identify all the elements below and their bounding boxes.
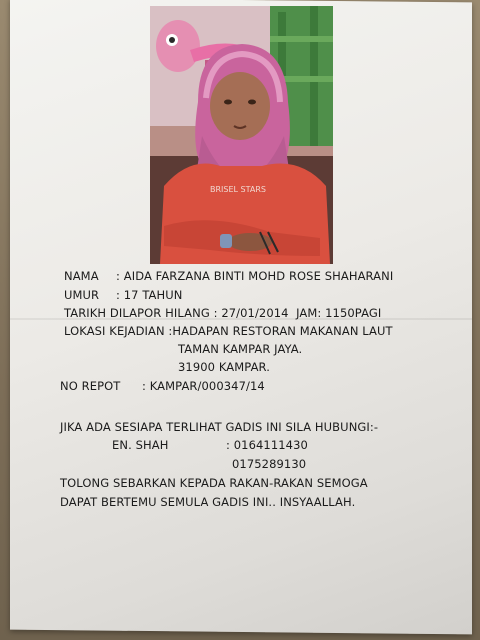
contact-phone-1: : 0164111430	[226, 438, 308, 452]
plea-line-1: TOLONG SEBARKAN KEPADA RAKAN-RAKAN SEMOGA	[60, 476, 368, 490]
lokasi-line-2: TAMAN KAMPAR JAYA.	[178, 342, 303, 356]
lokasi-line-3: 31900 KAMPAR.	[178, 360, 270, 374]
nama-value: : AIDA FARZANA BINTI MOHD ROSE SHAHARANI	[116, 269, 394, 283]
repot-label: NO REPOT	[60, 379, 121, 393]
repot-value: : KAMPAR/000347/14	[142, 379, 265, 393]
missing-person-photo	[150, 6, 333, 264]
nama-label: NAMA	[64, 269, 99, 283]
plea-line-2: DAPAT BERTEMU SEMULA GADIS INI.. INSYAALLAH.	[60, 495, 356, 509]
umur-value: : 17 TAHUN	[116, 288, 183, 302]
contact-phone-2: 0175289130	[232, 457, 307, 471]
contact-name: EN. SHAH	[112, 438, 169, 452]
shirt-print: BRISEL STARS	[210, 185, 266, 194]
lokasi-line-1: LOKASI KEJADIAN :HADAPAN RESTORAN MAKANAN LAUT	[64, 324, 393, 338]
hubungi-line: JIKA ADA SESIAPA TERLIHAT GADIS INI SILA HUBUNGI:-	[60, 420, 379, 434]
tarikh-line: TARIKH DILAPOR HILANG : 27/01/2014 JAM: 1150PAGI	[64, 306, 382, 320]
umur-label: UMUR	[64, 288, 100, 302]
